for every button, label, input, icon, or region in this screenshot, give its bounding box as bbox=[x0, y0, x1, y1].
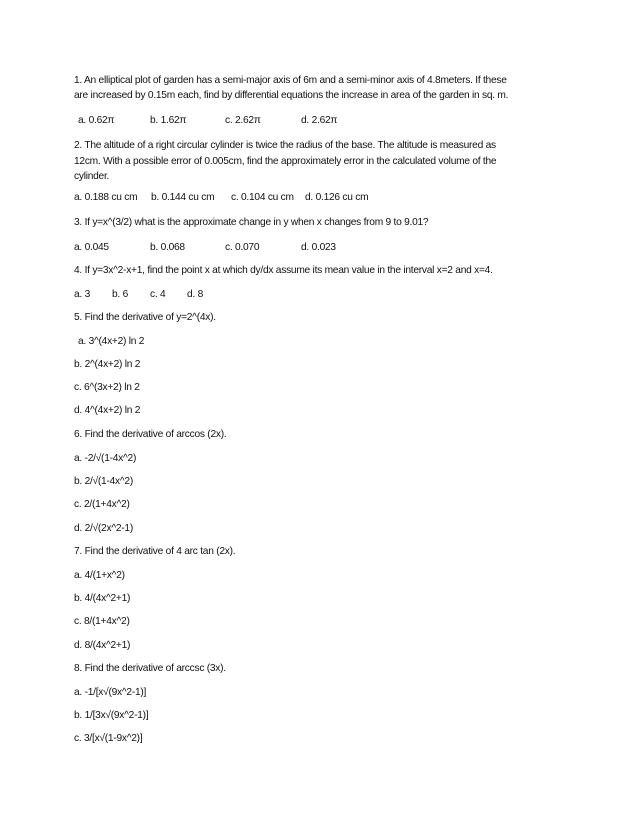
question-4-text: 4. If y=3x^2-x+1, find the point x at which dy/dx assume its mean value in the interval x=2 and x=4. bbox=[74, 265, 493, 276]
question-2-text-line-2: 12cm. With a possible error of 0.005cm, find the approximately error in the calculated volume of the bbox=[74, 156, 497, 167]
question-6-text: 6. Find the derivative of arccos (2x). bbox=[74, 429, 227, 440]
question-5-option-c: c. 6^(3x+2) ln 2 bbox=[74, 382, 140, 393]
question-2-option-a: a. 0.188 cu cm bbox=[74, 192, 138, 203]
question-7-option-c: c. 8/(1+4x^2) bbox=[74, 616, 130, 627]
question-4-option-d: d. 8 bbox=[187, 289, 203, 300]
question-6-option-c: c. 2/(1+4x^2) bbox=[74, 499, 130, 510]
question-3-option-a: a. 0.045 bbox=[74, 242, 109, 253]
question-1-option-c: c. 2.62π bbox=[225, 115, 261, 126]
question-7-text: 7. Find the derivative of 4 arc tan (2x). bbox=[74, 546, 236, 557]
question-6-option-a: a. -2/√(1-4x^2) bbox=[74, 453, 137, 464]
question-1-option-d: d. 2.62π bbox=[301, 115, 338, 126]
question-8-text: 8. Find the derivative of arccsc (3x). bbox=[74, 663, 226, 674]
question-8-option-a: a. -1/[x√(9x^2-1)] bbox=[74, 687, 147, 698]
question-1-text-line-1: 1. An elliptical plot of garden has a semi-major axis of 6m and a semi-minor axis of 4.8meters. If these bbox=[74, 75, 507, 86]
question-2-text-line-1: 2. The altitude of a right circular cylinder is twice the radius of the base. The altitude is measured as bbox=[74, 140, 496, 151]
question-8-option-c: c. 3/[x√(1-9x^2)] bbox=[74, 733, 143, 744]
question-1-option-a: a. 0.62π bbox=[78, 115, 115, 126]
question-4-option-a: a. 3 bbox=[74, 289, 90, 300]
question-6-option-b: b. 2/√(1-4x^2) bbox=[74, 476, 133, 487]
question-8-option-b: b. 1/[3x√(9x^2-1)] bbox=[74, 710, 149, 721]
question-2-text-line-3: cylinder. bbox=[74, 171, 110, 182]
question-6-option-d: d. 2/√(2x^2-1) bbox=[74, 523, 133, 534]
question-5-option-a: a. 3^(4x+2) ln 2 bbox=[78, 336, 145, 347]
question-4-option-b: b. 6 bbox=[112, 289, 128, 300]
question-2-option-d: d. 0.126 cu cm bbox=[305, 192, 369, 203]
question-3-option-b: b. 0.068 bbox=[150, 242, 185, 253]
question-7-option-a: a. 4/(1+x^2) bbox=[74, 570, 125, 581]
question-1-text-line-2: are increased by 0.15m each, find by differential equations the increase in area of the garden in sq. m. bbox=[74, 90, 509, 101]
question-5-option-d: d. 4^(4x+2) ln 2 bbox=[74, 405, 141, 416]
question-2-option-c: c. 0.104 cu cm bbox=[231, 192, 294, 203]
question-3-option-c: c. 0.070 bbox=[225, 242, 260, 253]
question-5-option-b: b. 2^(4x+2) ln 2 bbox=[74, 359, 141, 370]
question-1-option-b: b. 1.62π bbox=[150, 115, 187, 126]
question-7-option-b: b. 4/(4x^2+1) bbox=[74, 593, 131, 604]
question-2-option-b: b. 0.144 cu cm bbox=[151, 192, 215, 203]
question-5-text: 5. Find the derivative of y=2^(4x). bbox=[74, 312, 216, 323]
question-7-option-d: d. 8/(4x^2+1) bbox=[74, 640, 131, 651]
question-4-option-c: c. 4 bbox=[150, 289, 166, 300]
question-3-text: 3. If y=x^(3/2) what is the approximate change in y when x changes from 9 to 9.01? bbox=[74, 217, 429, 228]
question-3-option-d: d. 0.023 bbox=[301, 242, 336, 253]
